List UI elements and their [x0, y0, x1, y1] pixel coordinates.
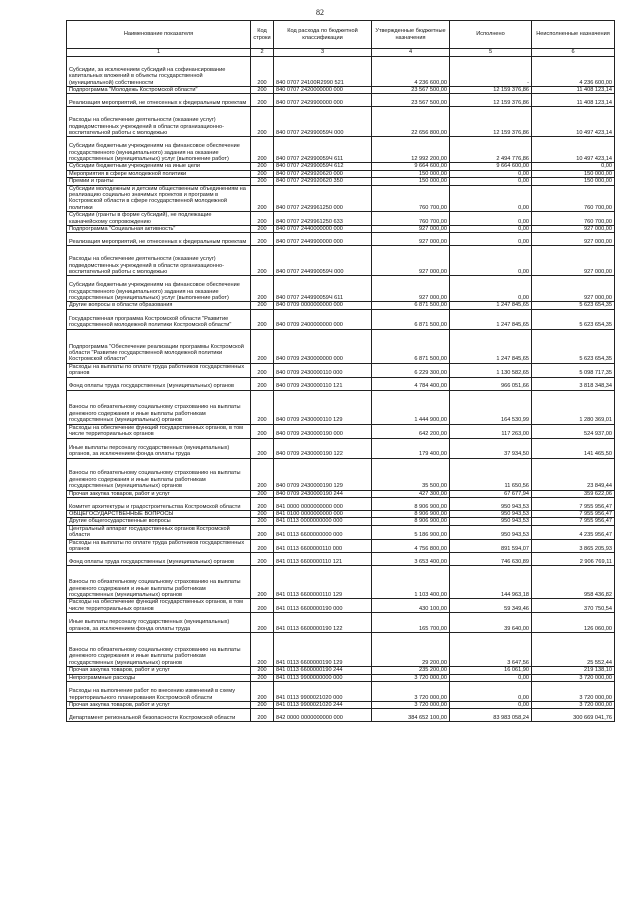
row-code-cell: 200: [251, 87, 274, 94]
row-kbk-cell: 840 0709 2430000110 121: [274, 377, 372, 390]
row-remaining-cell: 5 623 654,35: [532, 302, 615, 309]
row-kbk-cell: 840 0707 242990059Ч 000: [274, 107, 372, 137]
row-name-cell: Взносы по обязательному социальному страхованию на выплаты денежного содержания и иные выплаты работникам государственных (муниципальных) органов: [67, 458, 251, 490]
row-code-cell: 200: [251, 233, 274, 246]
row-remaining-cell: 927 000,00: [532, 233, 615, 246]
row-executed-cell: 0,00: [450, 178, 532, 185]
row-approved-cell: 9 664 600,00: [372, 163, 450, 170]
row-executed-cell: 9 664 600,00: [450, 163, 532, 170]
column-number: 6: [532, 49, 615, 57]
row-approved-cell: 6 229 300,00: [372, 363, 450, 377]
row-approved-cell: 760 700,00: [372, 185, 450, 212]
row-approved-cell: 4 784 400,00: [372, 377, 450, 390]
row-kbk-cell: 840 0707 24100R2990 521: [274, 57, 372, 87]
row-approved-cell: 927 000,00: [372, 246, 450, 276]
row-executed-cell: 67 677,94: [450, 490, 532, 497]
row-kbk-cell: 840 0707 2429920620 350: [274, 178, 372, 185]
row-remaining-cell: 5 623 654,35: [532, 329, 615, 363]
row-executed-cell: 164 530,99: [450, 390, 532, 424]
table-row: [67, 518, 615, 525]
row-approved-cell: 427 300,00: [372, 490, 450, 497]
row-remaining-cell: 760 700,00: [532, 212, 615, 226]
table-row: [67, 667, 615, 674]
row-kbk-cell: 840 0707 2429961250 000: [274, 185, 372, 212]
table-row: [67, 302, 615, 309]
row-executed-cell: 950 943,53: [450, 518, 532, 525]
row-remaining-cell: 7 955 956,47: [532, 497, 615, 510]
row-name-cell: Непрограммные расходы: [67, 674, 251, 681]
row-kbk-cell: 840 0709 2400000000 000: [274, 309, 372, 329]
row-name-cell: Центральный аппарат государственных органов Костромской области: [67, 525, 251, 539]
row-code-cell: 200: [251, 510, 274, 517]
row-executed-cell: 0,00: [450, 170, 532, 177]
row-kbk-cell: 841 0113 6600000190 244: [274, 667, 372, 674]
row-kbk-cell: 840 0707 2429900000 000: [274, 94, 372, 107]
row-approved-cell: 760 700,00: [372, 212, 450, 226]
row-approved-cell: 165 700,00: [372, 613, 450, 633]
row-code-cell: 200: [251, 246, 274, 276]
row-executed-cell: 0,00: [450, 212, 532, 226]
row-remaining-cell: 25 552,44: [532, 633, 615, 667]
row-approved-cell: 12 992 200,00: [372, 137, 450, 163]
table-row: [67, 510, 615, 517]
row-name-cell: Субсидии молодежным и детским общественным объединениям на реализацию социально значимых проектов и программ в Костромской области в сфере государственной молодежной политики: [67, 185, 251, 212]
row-code-cell: 200: [251, 390, 274, 424]
row-kbk-cell: 840 0709 2430000110 000: [274, 363, 372, 377]
row-code-cell: 200: [251, 276, 274, 302]
row-name-cell: Субсидии (гранты в форме субсидий), не подлежащие казначейскому сопровождению: [67, 212, 251, 226]
row-approved-cell: 23 567 500,00: [372, 94, 450, 107]
row-kbk-cell: 841 0113 0000000000 000: [274, 518, 372, 525]
row-executed-cell: 39 640,00: [450, 613, 532, 633]
row-kbk-cell: 841 0113 9900021020 244: [274, 701, 372, 708]
column-number-row: [67, 49, 615, 57]
row-approved-cell: 3 720 000,00: [372, 681, 450, 701]
row-code-cell: 200: [251, 170, 274, 177]
row-remaining-cell: 1 280 369,01: [532, 390, 615, 424]
row-kbk-cell: 840 0707 242990059Ч 612: [274, 163, 372, 170]
row-code-cell: 200: [251, 539, 274, 553]
row-approved-cell: 150 000,00: [372, 170, 450, 177]
row-kbk-cell: 840 0707 2429920620 000: [274, 170, 372, 177]
row-code-cell: 200: [251, 185, 274, 212]
row-remaining-cell: 150 000,00: [532, 170, 615, 177]
row-approved-cell: 35 500,00: [372, 458, 450, 490]
row-remaining-cell: 4 236 600,00: [532, 57, 615, 87]
table-row: [67, 363, 615, 377]
row-executed-cell: 12 159 376,86: [450, 107, 532, 137]
row-remaining-cell: 23 849,44: [532, 458, 615, 490]
row-code-cell: 200: [251, 302, 274, 309]
row-kbk-cell: 841 0113 6600000000 000: [274, 525, 372, 539]
row-remaining-cell: 10 497 423,14: [532, 107, 615, 137]
row-approved-cell: 6 871 500,00: [372, 329, 450, 363]
table-row: [67, 390, 615, 424]
row-kbk-cell: 840 0709 0000000000 000: [274, 302, 372, 309]
column-number: 2: [251, 49, 274, 57]
header-remaining: Неисполненные назначения: [532, 21, 615, 49]
table-row: [67, 701, 615, 708]
row-approved-cell: 927 000,00: [372, 233, 450, 246]
row-remaining-cell: 5 623 654,35: [532, 309, 615, 329]
row-remaining-cell: 927 000,00: [532, 246, 615, 276]
row-name-cell: Премии и гранты: [67, 178, 251, 185]
row-code-cell: 200: [251, 681, 274, 701]
row-name-cell: Комитет архитектуры и градостроительства Костромской области: [67, 497, 251, 510]
row-name-cell: Реализация мероприятий, не отнесенных к федеральным проектам: [67, 94, 251, 107]
row-remaining-cell: 3 720 000,00: [532, 701, 615, 708]
row-name-cell: Расходы на обеспечение функций государственных органов, в том числе территориальных органов: [67, 424, 251, 438]
table-row: [67, 539, 615, 553]
budget-execution-table: [66, 20, 615, 722]
table-row: [67, 438, 615, 458]
row-executed-cell: 0,00: [450, 226, 532, 233]
row-remaining-cell: 370 750,54: [532, 599, 615, 613]
row-name-cell: Другие вопросы в области образования: [67, 302, 251, 309]
row-code-cell: 200: [251, 458, 274, 490]
row-approved-cell: 1 103 400,00: [372, 566, 450, 599]
row-remaining-cell: 3 865 205,93: [532, 539, 615, 553]
row-executed-cell: 144 963,18: [450, 566, 532, 599]
table-row: [67, 424, 615, 438]
table-row: [67, 212, 615, 226]
row-approved-cell: 4 756 800,00: [372, 539, 450, 553]
row-remaining-cell: 927 000,00: [532, 276, 615, 302]
table-row: [67, 329, 615, 363]
row-kbk-cell: 840 0709 2430000110 129: [274, 390, 372, 424]
row-code-cell: 200: [251, 553, 274, 566]
row-executed-cell: 59 349,46: [450, 599, 532, 613]
row-kbk-cell: 841 0113 6600000110 000: [274, 539, 372, 553]
row-remaining-cell: 7 955 956,47: [532, 510, 615, 517]
row-approved-cell: 29 200,00: [372, 633, 450, 667]
row-code-cell: 200: [251, 490, 274, 497]
row-kbk-cell: 841 0113 6600000110 129: [274, 566, 372, 599]
row-approved-cell: 4 236 600,00: [372, 57, 450, 87]
row-name-cell: Фонд оплаты труда государственных (муниципальных) органов: [67, 377, 251, 390]
row-name-cell: Расходы на обеспечение функций государственных органов, в том числе территориальных органов: [67, 599, 251, 613]
row-remaining-cell: 3 818 348,34: [532, 377, 615, 390]
row-executed-cell: 16 061,90: [450, 667, 532, 674]
row-remaining-cell: 300 669 041,76: [532, 709, 615, 722]
row-kbk-cell: 841 0113 6600000190 000: [274, 599, 372, 613]
row-remaining-cell: 359 622,06: [532, 490, 615, 497]
row-executed-cell: 966 051,66: [450, 377, 532, 390]
row-code-cell: 200: [251, 438, 274, 458]
column-number: 5: [450, 49, 532, 57]
table-row: [67, 497, 615, 510]
row-remaining-cell: 7 955 956,47: [532, 518, 615, 525]
row-approved-cell: 6 871 500,00: [372, 309, 450, 329]
row-code-cell: 200: [251, 226, 274, 233]
row-name-cell: Расходы на выполнение работ по внесению изменений в схему территориального планирования Костромской области: [67, 681, 251, 701]
row-remaining-cell: 3 720 000,00: [532, 681, 615, 701]
row-executed-cell: 1 247 845,65: [450, 329, 532, 363]
row-executed-cell: 0,00: [450, 674, 532, 681]
table-row: [67, 87, 615, 94]
row-executed-cell: 0,00: [450, 185, 532, 212]
header-approved: Утвержденные бюджетные назначения: [372, 21, 450, 49]
row-approved-cell: 1 444 900,00: [372, 390, 450, 424]
row-remaining-cell: 126 060,00: [532, 613, 615, 633]
table-header-row: [67, 21, 615, 49]
row-name-cell: Субсидии бюджетным учреждениям на финансовое обеспечение государственного (муниципального) задания на оказание государственных (муниципальных) услуг (выполнение работ): [67, 276, 251, 302]
row-executed-cell: 1 130 582,65: [450, 363, 532, 377]
row-code-cell: 200: [251, 613, 274, 633]
row-executed-cell: 746 630,89: [450, 553, 532, 566]
row-remaining-cell: 2 906 769,11: [532, 553, 615, 566]
table-row: [67, 674, 615, 681]
header-name: Наименование показателя: [67, 21, 251, 49]
row-remaining-cell: 760 700,00: [532, 185, 615, 212]
row-name-cell: Взносы по обязательному социальному страхованию на выплаты денежного содержания и иные выплаты работникам государственных (муниципальных) органов: [67, 633, 251, 667]
row-name-cell: Взносы по обязательному социальному страхованию на выплаты денежного содержания и иные выплаты работникам государственных (муниципальных) органов: [67, 390, 251, 424]
table-row: [67, 137, 615, 163]
row-name-cell: Фонд оплаты труда государственных (муниципальных) органов: [67, 553, 251, 566]
row-remaining-cell: 927 000,00: [532, 226, 615, 233]
table-row: [67, 709, 615, 722]
row-executed-cell: 3 647,56: [450, 633, 532, 667]
row-code-cell: 200: [251, 674, 274, 681]
table-row: [67, 163, 615, 170]
row-kbk-cell: 840 0709 2430000190 122: [274, 438, 372, 458]
row-name-cell: Иные выплаты персоналу государственных (муниципальных) органов, за исключением фонда оплаты труда: [67, 438, 251, 458]
row-kbk-cell: 840 0707 242990059Ч 611: [274, 137, 372, 163]
row-approved-cell: 8 906 900,00: [372, 518, 450, 525]
row-name-cell: Департамент региональной безопасности Костромской области: [67, 709, 251, 722]
row-name-cell: Прочая закупка товаров, работ и услуг: [67, 490, 251, 497]
row-code-cell: 200: [251, 566, 274, 599]
row-executed-cell: 950 943,53: [450, 510, 532, 517]
row-name-cell: Субсидии бюджетным учреждениям на иные цели: [67, 163, 251, 170]
table-row: [67, 309, 615, 329]
table-row: [67, 226, 615, 233]
row-code-cell: 200: [251, 518, 274, 525]
row-executed-cell: 12 159 376,86: [450, 87, 532, 94]
row-approved-cell: 430 100,00: [372, 599, 450, 613]
row-name-cell: Субсидии, за исключением субсидий на софинансирование капитальных вложений в объекты государственной (муниципальной) собственности: [67, 57, 251, 87]
row-kbk-cell: 841 0113 6600000190 129: [274, 633, 372, 667]
table-row: [67, 170, 615, 177]
table-row: [67, 613, 615, 633]
row-name-cell: Расходы на обеспечение деятельности (оказание услуг) подведомственных учреждений в области организационно-воспитательной работы с молодежью: [67, 246, 251, 276]
row-kbk-cell: 842 0000 0000000000 000: [274, 709, 372, 722]
row-kbk-cell: 841 0100 0000000000 000: [274, 510, 372, 517]
row-name-cell: Субсидии бюджетным учреждениям на финансовое обеспечение государственного (муниципального) задания на оказание государственных (муниципальных) услуг (выполнение работ): [67, 137, 251, 163]
row-name-cell: Подпрограмма "Социальная активность": [67, 226, 251, 233]
row-remaining-cell: 150 000,00: [532, 178, 615, 185]
row-executed-cell: 117 263,00: [450, 424, 532, 438]
row-name-cell: Мероприятия в сфере молодежной политики: [67, 170, 251, 177]
row-code-cell: 200: [251, 94, 274, 107]
row-remaining-cell: 11 408 123,14: [532, 94, 615, 107]
row-remaining-cell: 958 436,82: [532, 566, 615, 599]
row-approved-cell: 235 200,00: [372, 667, 450, 674]
row-code-cell: 200: [251, 633, 274, 667]
row-kbk-cell: 840 0707 2420000000 000: [274, 87, 372, 94]
table-row: [67, 233, 615, 246]
row-executed-cell: 950 943,53: [450, 497, 532, 510]
row-executed-cell: 0,00: [450, 246, 532, 276]
row-name-cell: Иные выплаты персоналу государственных (муниципальных) органов, за исключением фонда оплаты труда: [67, 613, 251, 633]
row-name-cell: Прочая закупка товаров, работ и услуг: [67, 701, 251, 708]
row-executed-cell: 0,00: [450, 276, 532, 302]
row-kbk-cell: 840 0709 2430000190 000: [274, 424, 372, 438]
row-kbk-cell: 840 0709 2430000190 129: [274, 458, 372, 490]
header-kbk: Код расхода по бюджетной классификации: [274, 21, 372, 49]
row-name-cell: Подпрограмма "Обеспечение реализации программы Костромской области "Развитие государственной молодежной политики Костромской области": [67, 329, 251, 363]
row-code-cell: 200: [251, 709, 274, 722]
header-executed: Исполнено: [450, 21, 532, 49]
row-name-cell: Прочая закупка товаров, работ и услуг: [67, 667, 251, 674]
header-code: Код строки: [251, 21, 274, 49]
row-approved-cell: 927 000,00: [372, 276, 450, 302]
table-row: [67, 276, 615, 302]
row-executed-cell: 2 494 776,86: [450, 137, 532, 163]
row-name-cell: Подпрограмма "Молодежь Костромской области": [67, 87, 251, 94]
row-code-cell: 200: [251, 525, 274, 539]
row-remaining-cell: 4 235 956,47: [532, 525, 615, 539]
table-row: [67, 246, 615, 276]
row-approved-cell: 8 906 900,00: [372, 497, 450, 510]
row-executed-cell: 0,00: [450, 681, 532, 701]
row-remaining-cell: 141 465,50: [532, 438, 615, 458]
row-code-cell: 200: [251, 309, 274, 329]
row-kbk-cell: 841 0000 0000000000 000: [274, 497, 372, 510]
row-remaining-cell: 5 098 717,35: [532, 363, 615, 377]
row-approved-cell: 22 656 800,00: [372, 107, 450, 137]
row-approved-cell: 8 906 900,00: [372, 510, 450, 517]
row-executed-cell: 0,00: [450, 701, 532, 708]
row-remaining-cell: 11 408 123,14: [532, 87, 615, 94]
row-name-cell: Другие общегосударственные вопросы: [67, 518, 251, 525]
row-kbk-cell: 840 0707 244990059Ч 611: [274, 276, 372, 302]
row-executed-cell: 83 983 058,24: [450, 709, 532, 722]
table-row: [67, 458, 615, 490]
row-executed-cell: 11 650,56: [450, 458, 532, 490]
row-kbk-cell: 841 0113 9900021020 000: [274, 681, 372, 701]
table-row: [67, 185, 615, 212]
table-row: [67, 633, 615, 667]
row-name-cell: Расходы на выплаты по оплате труда работников государственных органов: [67, 363, 251, 377]
row-executed-cell: 1 247 845,65: [450, 309, 532, 329]
row-code-cell: 200: [251, 178, 274, 185]
row-name-cell: Расходы на обеспечение деятельности (оказание услуг) подведомственных учреждений в области организационно-воспитательной работы с молодежью: [67, 107, 251, 137]
row-approved-cell: 642 200,00: [372, 424, 450, 438]
row-executed-cell: 891 594,07: [450, 539, 532, 553]
row-executed-cell: 37 934,50: [450, 438, 532, 458]
row-approved-cell: 3 720 000,00: [372, 701, 450, 708]
row-code-cell: 200: [251, 107, 274, 137]
row-code-cell: 200: [251, 667, 274, 674]
row-name-cell: ОБЩЕГОСУДАРСТВЕННЫЕ ВОПРОСЫ: [67, 510, 251, 517]
table-row: [67, 57, 615, 87]
row-code-cell: 200: [251, 212, 274, 226]
column-number: 3: [274, 49, 372, 57]
row-remaining-cell: 3 720 000,00: [532, 674, 615, 681]
row-remaining-cell: 10 497 423,14: [532, 137, 615, 163]
row-executed-cell: 0,00: [450, 233, 532, 246]
row-code-cell: 200: [251, 599, 274, 613]
page-number: 82: [316, 8, 324, 17]
row-kbk-cell: 840 0707 244990059Ч 000: [274, 246, 372, 276]
row-approved-cell: 6 871 500,00: [372, 302, 450, 309]
row-remaining-cell: 219 138,10: [532, 667, 615, 674]
row-approved-cell: 150 000,00: [372, 178, 450, 185]
table-body: [67, 57, 615, 722]
row-kbk-cell: 841 0113 6600000190 122: [274, 613, 372, 633]
row-name-cell: Расходы на выплаты по оплате труда работников государственных органов: [67, 539, 251, 553]
row-remaining-cell: 0,00: [532, 163, 615, 170]
row-approved-cell: 179 400,00: [372, 438, 450, 458]
row-remaining-cell: 524 937,00: [532, 424, 615, 438]
row-executed-cell: 950 943,53: [450, 525, 532, 539]
row-kbk-cell: 841 0113 9900000000 000: [274, 674, 372, 681]
row-approved-cell: 3 720 000,00: [372, 674, 450, 681]
table-row: [67, 178, 615, 185]
table-row: [67, 490, 615, 497]
row-approved-cell: 23 567 500,00: [372, 87, 450, 94]
row-code-cell: 200: [251, 377, 274, 390]
table-row: [67, 525, 615, 539]
row-executed-cell: 12 159 376,86: [450, 94, 532, 107]
row-approved-cell: 927 000,00: [372, 226, 450, 233]
table-row: [67, 94, 615, 107]
row-code-cell: 200: [251, 329, 274, 363]
row-approved-cell: 3 653 400,00: [372, 553, 450, 566]
row-code-cell: 200: [251, 497, 274, 510]
row-kbk-cell: 840 0707 2429961250 633: [274, 212, 372, 226]
row-kbk-cell: 841 0113 6600000110 121: [274, 553, 372, 566]
row-name-cell: Реализация мероприятий, не отнесенных к федеральным проектам: [67, 233, 251, 246]
row-kbk-cell: 840 0707 2440000000 000: [274, 226, 372, 233]
table-row: [67, 566, 615, 599]
row-code-cell: 200: [251, 701, 274, 708]
row-kbk-cell: 840 0709 2430000190 244: [274, 490, 372, 497]
table-row: [67, 553, 615, 566]
table-row: [67, 377, 615, 390]
table-row: [67, 599, 615, 613]
row-executed-cell: 1 247 845,65: [450, 302, 532, 309]
column-number: 1: [67, 49, 251, 57]
row-approved-cell: 384 652 100,00: [372, 709, 450, 722]
table-row: [67, 107, 615, 137]
row-name-cell: Взносы по обязательному социальному страхованию на выплаты денежного содержания и иные выплаты работникам государственных (муниципальных) органов: [67, 566, 251, 599]
row-executed-cell: -: [450, 57, 532, 87]
row-kbk-cell: 840 0707 2449900000 000: [274, 233, 372, 246]
row-kbk-cell: 840 0709 2430000000 000: [274, 329, 372, 363]
row-code-cell: 200: [251, 57, 274, 87]
table-row: [67, 681, 615, 701]
row-code-cell: 200: [251, 137, 274, 163]
row-code-cell: 200: [251, 424, 274, 438]
row-approved-cell: 5 186 900,00: [372, 525, 450, 539]
row-code-cell: 200: [251, 163, 274, 170]
column-number: 4: [372, 49, 450, 57]
row-name-cell: Государственная программа Костромской области "Развитие государственной молодежной политики Костромской области": [67, 309, 251, 329]
row-code-cell: 200: [251, 363, 274, 377]
